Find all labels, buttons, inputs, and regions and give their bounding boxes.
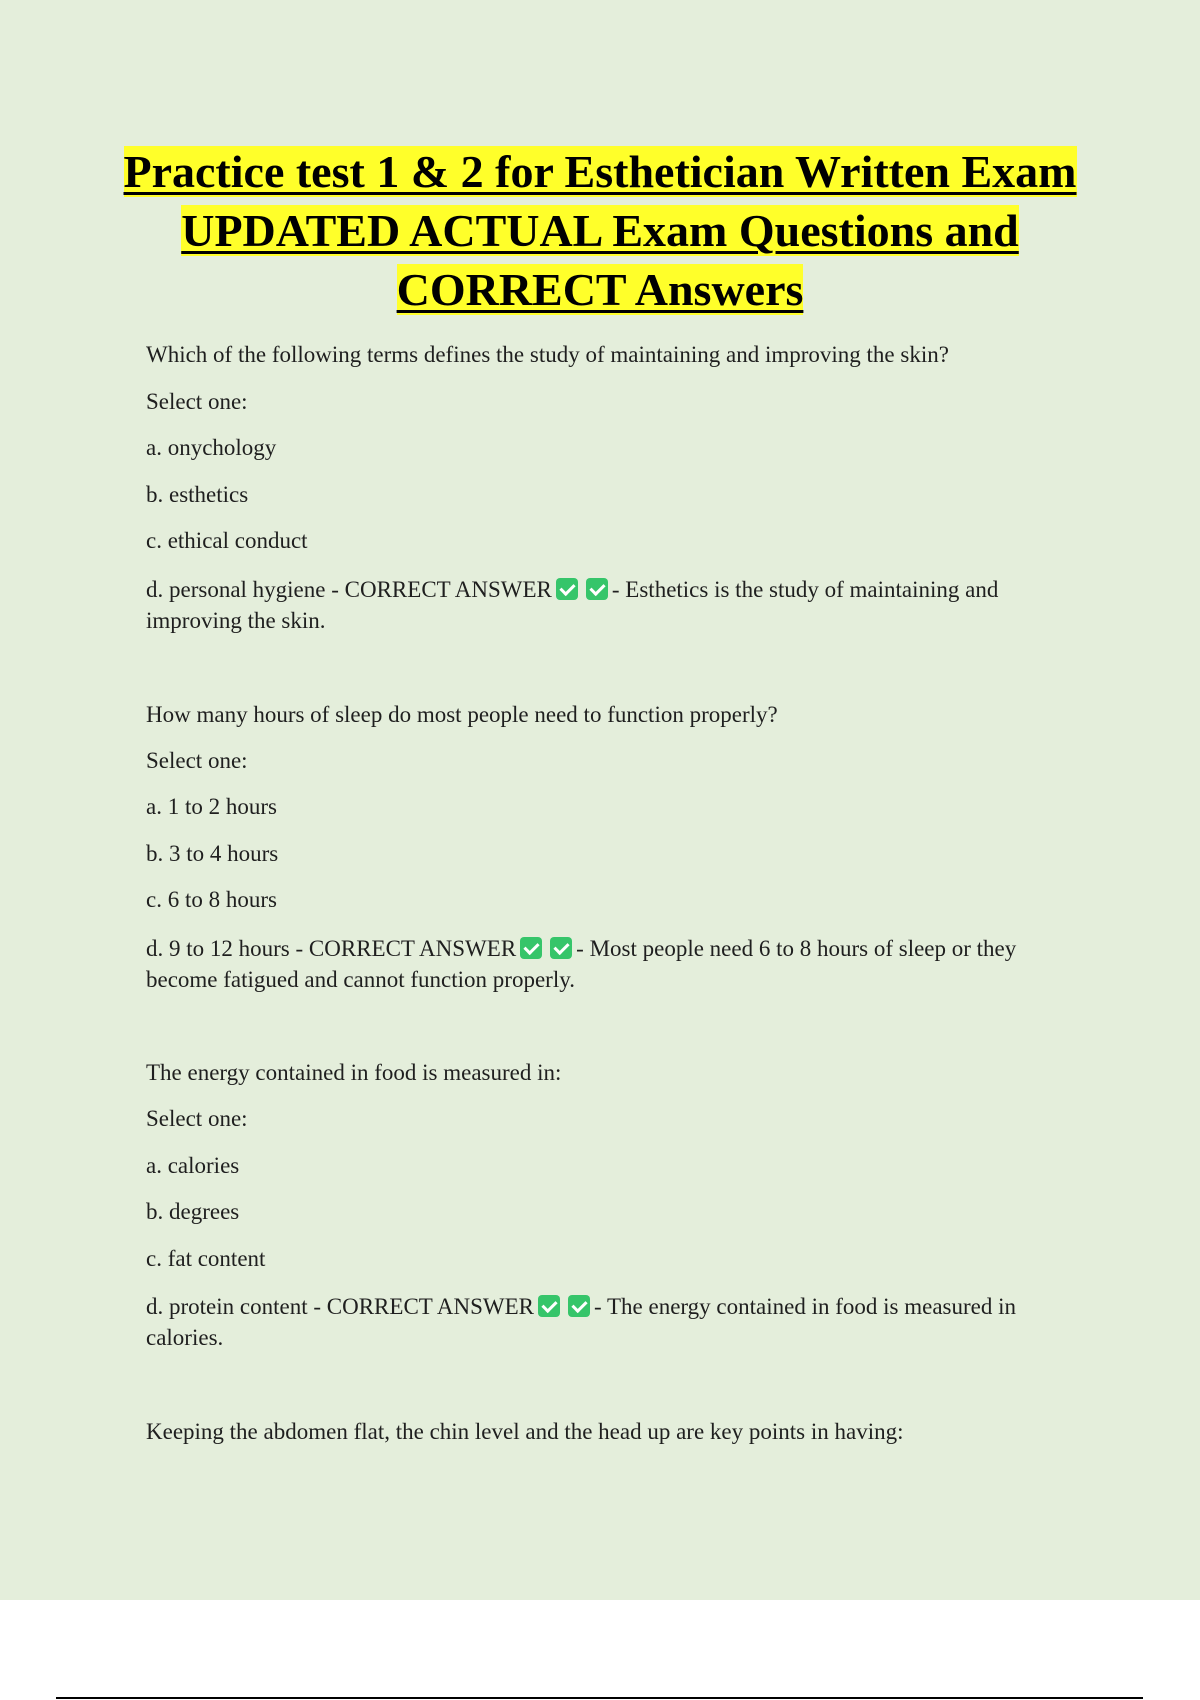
question-4-text: Keeping the abdomen flat, the chin level and the head up are key points in having: [146,1419,904,1444]
question-2-text: How many hours of sleep do most people need to function properly? [146,702,778,727]
question-3-select-one: Select one: [146,1106,248,1131]
question-2-select-one: Select one: [146,748,248,773]
question-3-option-a: a. calories [146,1153,240,1178]
question-2-option-c: c. 6 to 8 hours [146,887,277,912]
question-3-explanation: - The energy contained in food is measured in [594,1294,1016,1319]
check-mark-icon [550,937,572,959]
question-1-option-b: b. esthetics [146,482,249,507]
question-3-option-b: b. degrees [146,1199,240,1224]
check-mark-icon [556,578,578,600]
question-2-option-d-answer [146,933,1086,995]
question-1-option-a: a. onychology [146,435,277,460]
question-2-explanation-cont: become fatigued and cannot function properly. [146,967,575,992]
question-1-select-one: Select one: [146,389,248,414]
question-3-option-c: c. fat content [146,1246,266,1271]
page-footer-rule [56,1697,1143,1699]
document-title: Practice test 1 & 2 for Esthetician Written Exam UPDATED ACTUAL Exam Questions and CORRECT Answers [123,146,1077,315]
question-1-option-c: c. ethical conduct [146,528,308,553]
question-1-option-d: d. personal hygiene [146,577,326,602]
check-mark-icon [538,1295,560,1317]
question-1-explanation: - Esthetics is the study of maintaining and [611,577,999,602]
question-2-explanation: - Most people need 6 to 8 hours of sleep or they [576,936,1017,961]
question-3-option-d: d. protein content [146,1294,308,1319]
question-1-explanation-cont: improving the skin. [146,608,326,633]
check-mark-icon [568,1295,590,1317]
question-2-option-a: a. 1 to 2 hours [146,794,277,819]
question-3-explanation-cont: calories. [146,1325,224,1350]
correct-answer-label: - CORRECT ANSWER [295,936,517,961]
question-1-text: Which of the following terms defines the study of maintaining and improving the skin? [146,342,949,367]
check-mark-icon [520,937,542,959]
question-2-option-d: d. 9 to 12 hours [146,936,290,961]
check-mark-icon [586,578,608,600]
question-2-option-b: b. 3 to 4 hours [146,841,279,866]
question-3-option-d-answer [146,1291,1086,1353]
question-3-text: The energy contained in food is measured in: [146,1060,562,1085]
question-1-option-d-answer [146,574,1086,636]
correct-answer-label: - CORRECT ANSWER [313,1294,535,1319]
correct-answer-label: - CORRECT ANSWER [331,577,552,602]
